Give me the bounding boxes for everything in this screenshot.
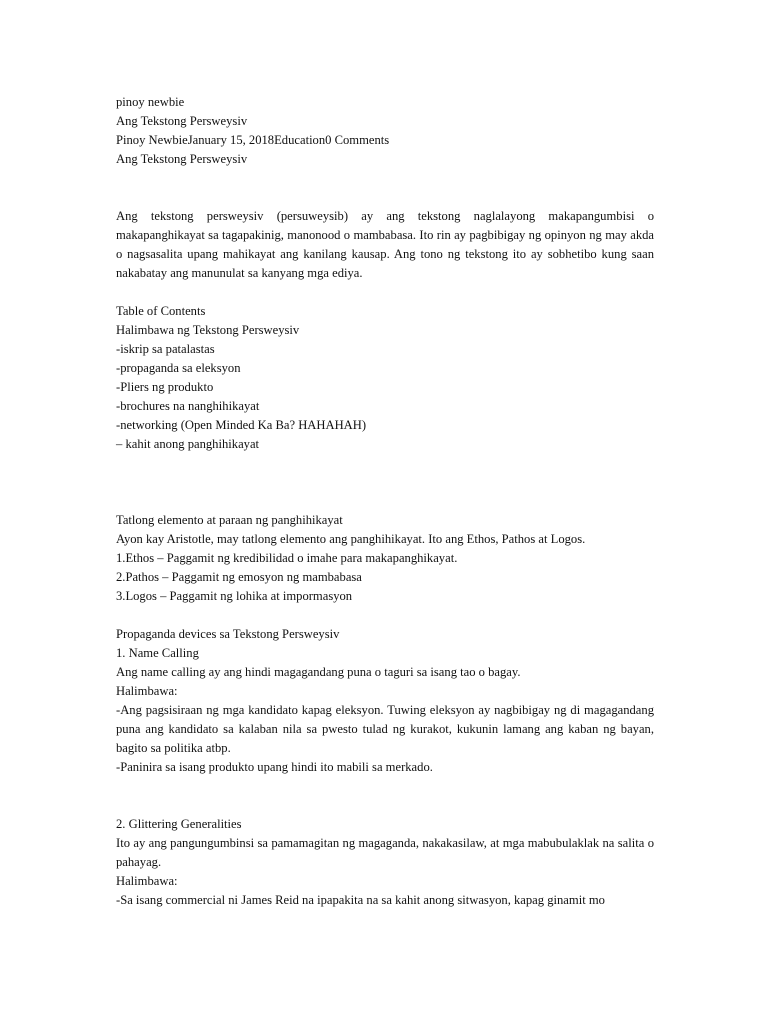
toc-item: -propaganda sa eleksyon — [116, 361, 241, 375]
toc-item: -networking (Open Minded Ka Ba? HAHAHAH) — [116, 418, 367, 432]
glittering-title: 2. Glittering Generalities — [116, 817, 242, 831]
elements-item: 3.Logos – Paggamit ng lohika at impormasyon — [116, 589, 353, 603]
elements-item: 2.Pathos – Paggamit ng emosyon ng mambabasa — [116, 570, 362, 584]
article-subtitle: Ang Tekstong Persweysiv — [116, 152, 248, 166]
toc-item: -brochures na nanghihikayat — [116, 399, 260, 413]
name-calling-example-label: Halimbawa: — [116, 684, 178, 698]
elements-heading: Tatlong elemento at paraan ng panghihikayat — [116, 513, 343, 527]
name-calling-definition: Ang name calling ay ang hindi magagandang puna o taguri sa isang tao o bagay. — [116, 665, 521, 679]
elements-intro: Ayon kay Aristotle, may tatlong elemento ang panghihikayat. Ito ang Ethos, Pathos at Logos. — [116, 532, 586, 546]
glittering-definition: Ito ay ang pangungumbinsi sa pamamagitan ng magaganda, nakakasilaw, at mga mabubulaklak na salita o pahayag. — [116, 836, 654, 869]
document-page — [116, 93, 654, 910]
article-meta: Pinoy NewbieJanuary 15, 2018Education0 Comments — [116, 133, 390, 147]
toc-item: -iskrip sa patalastas — [116, 342, 215, 356]
intro-paragraph: Ang tekstong persweysiv (persuweysib) ay ang tekstong naglalayong makapangumbisi o makapanghikayat sa tagapakinig, manonood o mambabasa. Ito rin ay pagbibigay ng opinyon ng may akda o nagsasalita upang mahikayat ang kanilang kausap. Ang tono ng tekstong ito ay sobhetibo kung saan nakabatay ang manunulat sa kanyang mga ediya. — [116, 209, 654, 280]
toc-item: – kahit anong panghihikayat — [116, 437, 260, 451]
toc-item: Halimbawa ng Tekstong Persweysiv — [116, 323, 300, 337]
glittering-example-1: -Sa isang commercial ni James Reid na ipapakita na sa kahit anong sitwasyon, kapag ginamit mo — [116, 893, 605, 907]
toc-item: -Pliers ng produkto — [116, 380, 214, 394]
site-name: pinoy newbie — [116, 95, 185, 109]
propaganda-heading: Propaganda devices sa Tekstong Persweysiv — [116, 627, 340, 641]
name-calling-title: 1. Name Calling — [116, 646, 199, 660]
name-calling-example-2: -Paninira sa isang produkto upang hindi ito mabili sa merkado. — [116, 760, 433, 774]
toc-heading: Table of Contents — [116, 304, 206, 318]
glittering-example-label: Halimbawa: — [116, 874, 178, 888]
name-calling-example-1: -Ang pagsisiraan ng mga kandidato kapag eleksyon. Tuwing eleksyon ay nagbibigay ng di magagandang puna ang kandidato sa kalaban nila sa pwesto tulad ng kurakot, kukunin lamang ang kaban ng bayan, bagito sa politika atbp. — [116, 703, 654, 755]
article-title: Ang Tekstong Persweysiv — [116, 114, 248, 128]
elements-item: 1.Ethos – Paggamit ng kredibilidad o imahe para makapanghikayat. — [116, 551, 458, 565]
